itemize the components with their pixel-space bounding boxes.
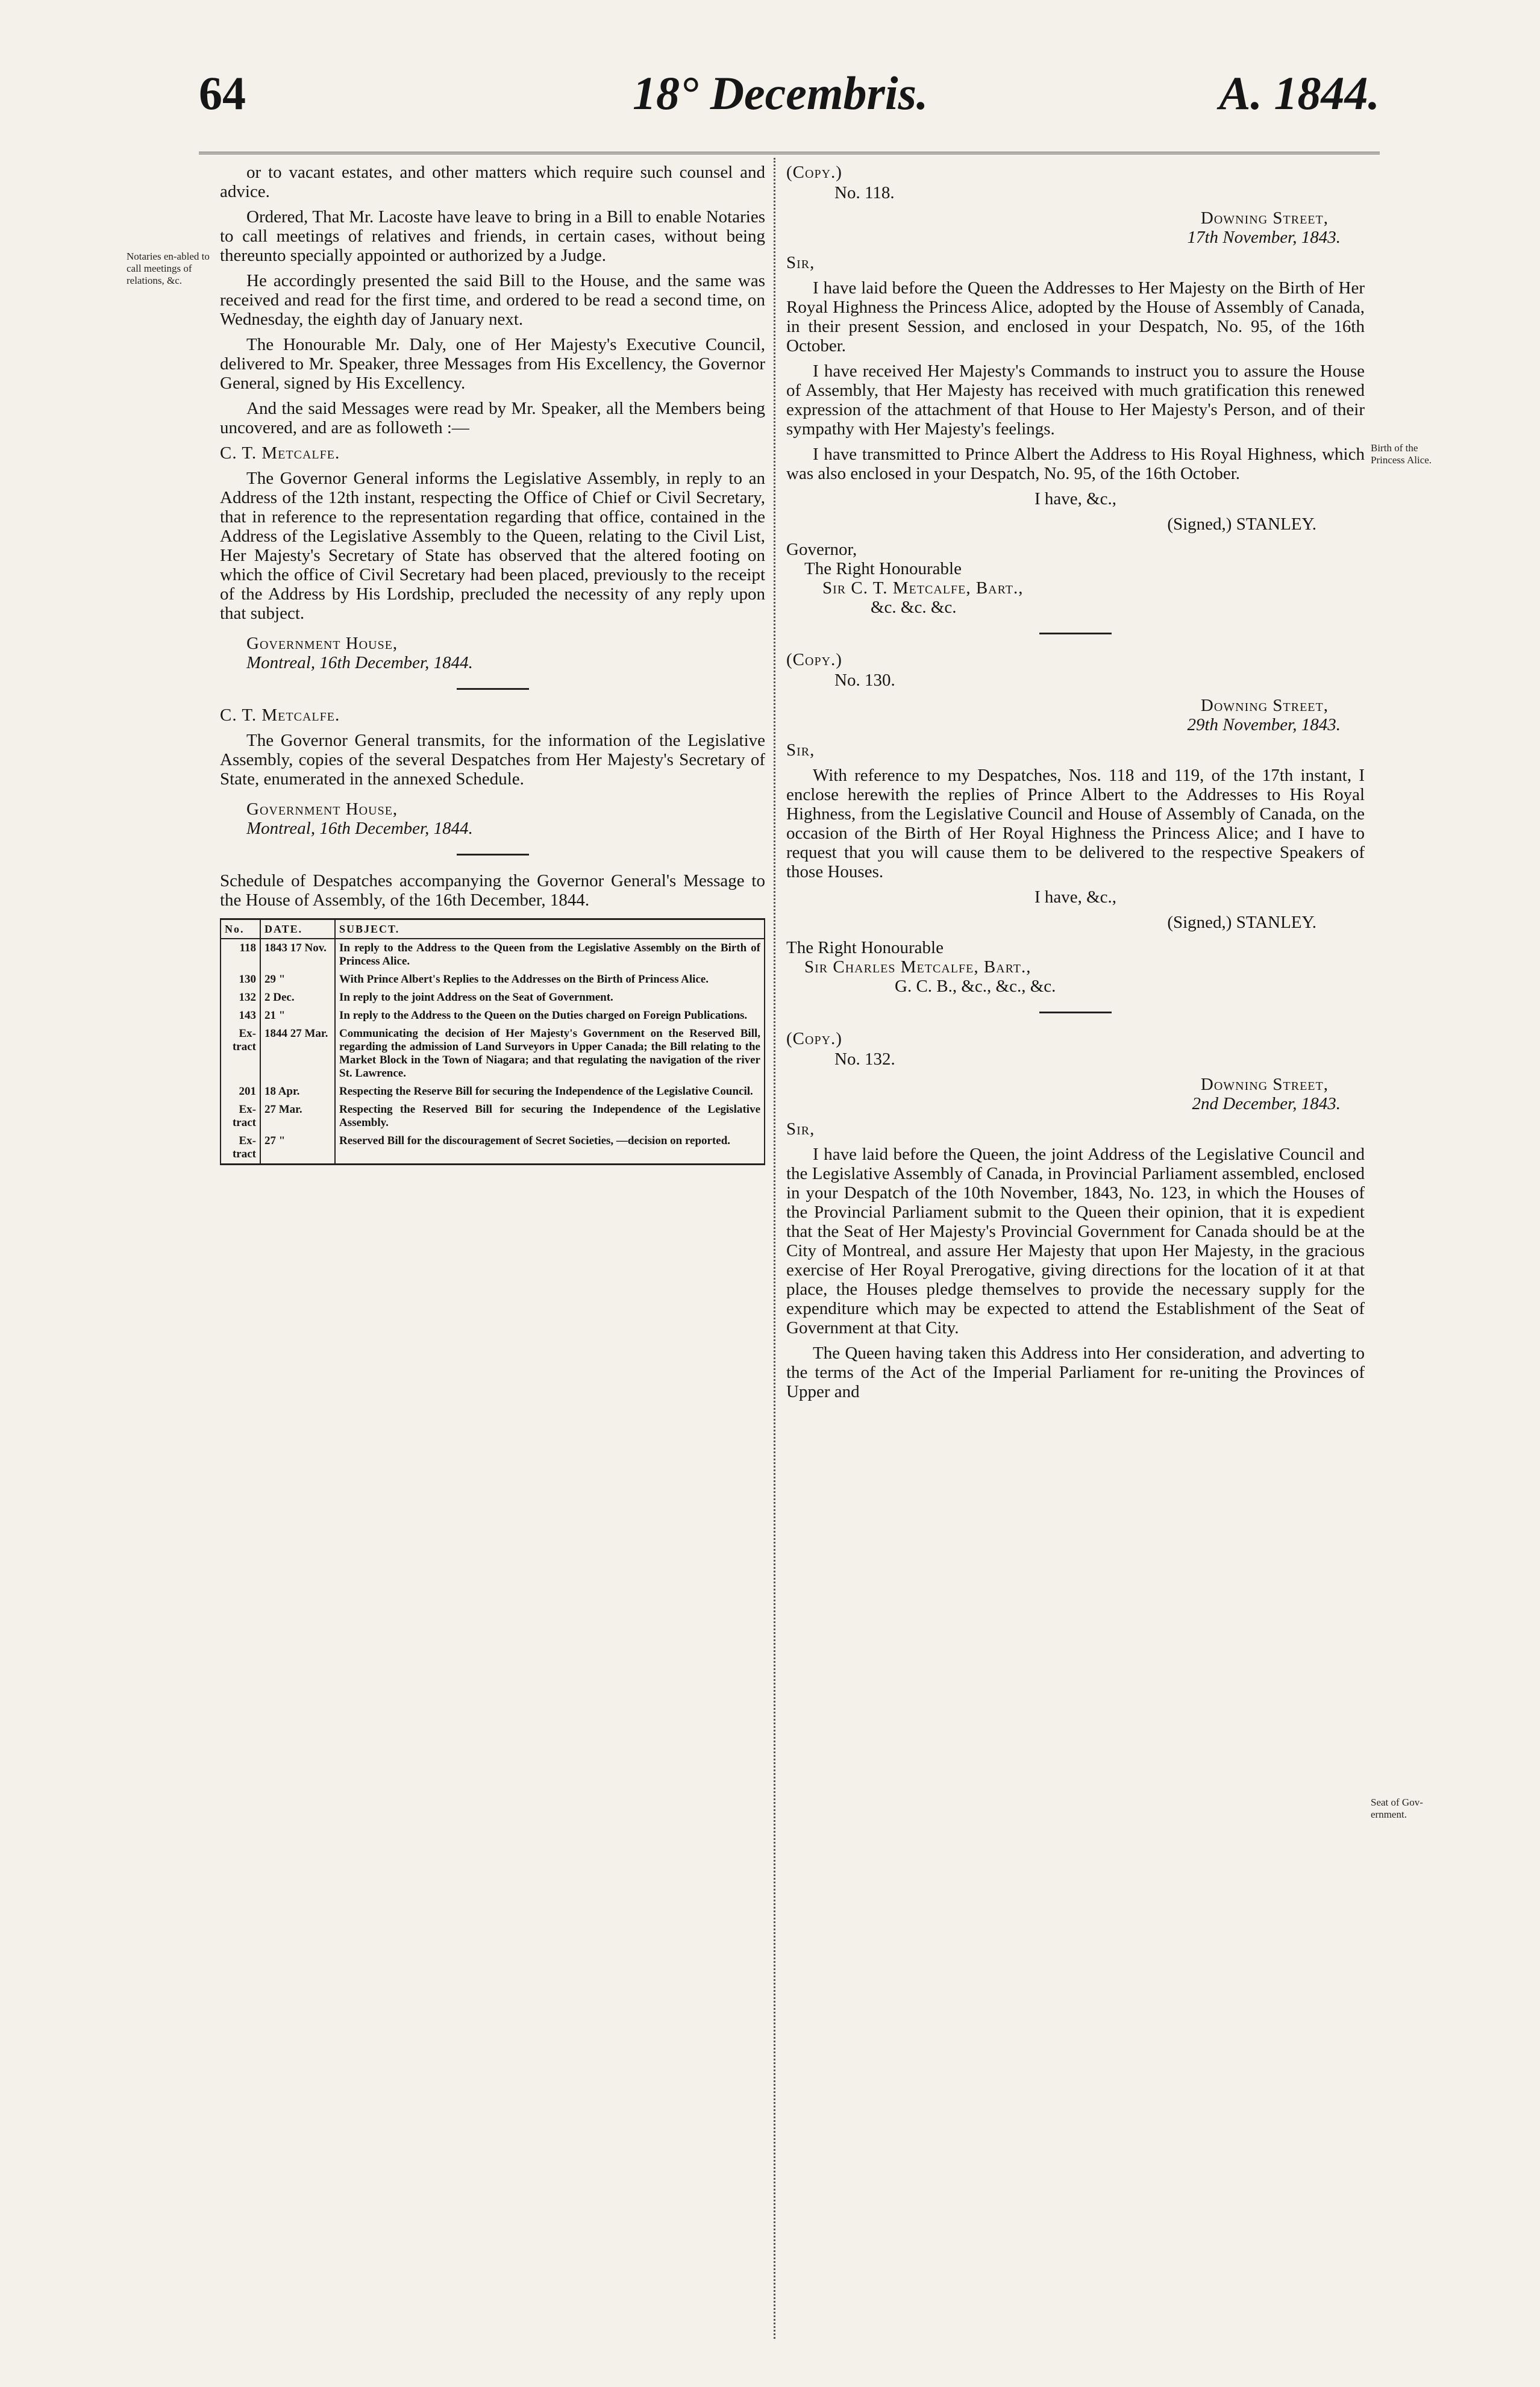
page-date: 18° Decembris. <box>633 67 928 119</box>
table-row <box>221 1025 765 1083</box>
salutation: Sir, <box>786 253 815 272</box>
despatch-paragraph: With reference to my Despatches, Nos. 118 and 119, of the 17th instant, I enclose herewith the replies of Prince Albert to the Addresses to His Royal Highness, from the Legislative Council and House of Assembly of Canada, on the occasion of the Birth of Her Royal Highness the Princess Alice; and I have to request that you will cause them to be delivered to the respective Speakers of those Houses. <box>786 766 1365 881</box>
recipient-line: Sir Charles Metcalfe, Bart., <box>804 957 1031 977</box>
row-no: Ex-tract <box>221 1025 260 1083</box>
row-date: 29 " <box>260 971 335 989</box>
schedule-table <box>220 918 765 1165</box>
page-number: 64 <box>199 67 246 119</box>
table-row <box>221 1007 765 1025</box>
government-house: Government House, <box>246 799 398 819</box>
page-header <box>199 66 1380 133</box>
row-no: 132 <box>221 989 260 1007</box>
despatch-number: No. 130. <box>834 671 895 690</box>
row-subject: Communicating the decision of Her Majesty's Government on the Reserved Bill, regarding the admission of Land Surveyors in Upper Canada; the Bill relating to the Market Block in the Town of Niagara; and that regulating the navigation of the river St. Lawrence. <box>335 1025 765 1083</box>
row-no: 118 <box>221 939 260 971</box>
section-rule <box>1039 1012 1112 1013</box>
despatch-paragraph: I have received Her Majesty's Commands to instruct you to assure the House of Assembly, that Her Majesty has received with much gratification this renewed expression of the attachment of that House to Her Majesty's Person, and of their sympathy with Her Majesty's feelings. <box>786 361 1365 439</box>
despatch-date: 29th November, 1843. <box>1187 715 1341 734</box>
despatch-date: 17th November, 1843. <box>1187 228 1341 247</box>
header-rule <box>199 152 1380 154</box>
table-row <box>221 971 765 989</box>
page-year: A. 1844. <box>1219 67 1380 119</box>
signature: C. T. Metcalfe. <box>220 443 340 463</box>
section-rule <box>457 688 529 690</box>
recipient-line: &c. &c. &c. <box>871 598 957 617</box>
salutation: Sir, <box>786 1119 815 1139</box>
paragraph: The Honourable Mr. Daly, one of Her Majesty's Executive Council, delivered to Mr. Speaker, three Messages from His Excellency, the Governor General, signed by His Excellency. <box>220 335 765 393</box>
recipient-line: Governor, <box>786 540 857 559</box>
row-date: 18 Apr. <box>260 1083 335 1101</box>
despatch-paragraph: The Queen having taken this Address into Her consideration, and adverting to the terms of the Act of the Imperial Parliament for re-uniting the Provinces of Upper and <box>786 1344 1365 1401</box>
row-subject: In reply to the joint Address on the Seat of Government. <box>335 989 765 1007</box>
row-date: 27 Mar. <box>260 1101 335 1132</box>
closing: I have, &c., <box>1034 887 1117 907</box>
recipient-line: Sir C. T. Metcalfe, Bart., <box>822 578 1024 598</box>
row-date: 1843 17 Nov. <box>260 939 335 971</box>
left-column <box>220 163 765 1165</box>
recipient-line: G. C. B., &c., &c., &c. <box>895 977 1056 996</box>
despatch-date: 2nd December, 1843. <box>1192 1094 1341 1113</box>
message-text: The Governor General informs the Legislative Assembly, in reply to an Address of the 12th instant, respecting the Office of Chief or Civil Secretary, that in reference to the representation regarding that office, contained in the Address of the Legislative Assembly to the Queen, relating to the Civil List, Her Majesty's Secretary of State has observed that the altered footing on which the office of Civil Secretary had been placed, previously to the receipt of the Address by His Lordship, precluded the necessity of any reply upon that subject. <box>220 469 765 623</box>
closing: I have, &c., <box>1034 489 1117 508</box>
row-subject: Respecting the Reserve Bill for securing the Independence of the Legislative Council. <box>335 1083 765 1101</box>
row-subject: In reply to the Address to the Queen from the Legislative Assembly on the Birth of Princess Alice. <box>335 939 765 971</box>
row-date: 2 Dec. <box>260 989 335 1007</box>
despatch-address: Downing Street, <box>1200 1075 1329 1094</box>
column-divider <box>774 158 775 2339</box>
despatch-number: No. 132. <box>834 1050 895 1069</box>
row-no: Ex-tract <box>221 1101 260 1132</box>
copy-label: (Copy.) <box>786 163 842 182</box>
row-no: 143 <box>221 1007 260 1025</box>
row-subject: With Prince Albert's Replies to the Addresses on the Birth of Princess Alice. <box>335 971 765 989</box>
row-date: 21 " <box>260 1007 335 1025</box>
order-paragraph: Ordered, That Mr. Lacoste have leave to bring in a Bill to enable Notaries to call meetings of relatives and friends, in certain cases, without being thereunto specially appointed or authorized by a Judge. <box>220 207 765 265</box>
despatch-address: Downing Street, <box>1200 696 1329 715</box>
copy-label: (Copy.) <box>786 650 842 669</box>
table-row <box>221 939 765 971</box>
signed-line: (Signed,) STANLEY. <box>1167 913 1316 932</box>
header-subject: SUBJECT. <box>335 919 765 939</box>
row-date: 1844 27 Mar. <box>260 1025 335 1083</box>
table-row <box>221 1101 765 1132</box>
government-house-date: Montreal, 16th December, 1844. <box>246 653 473 672</box>
government-house: Government House, <box>246 634 398 653</box>
table-row <box>221 989 765 1007</box>
paragraph: He accordingly presented the said Bill to the House, and the same was received and read for the first time, and ordered to be read a second time, on Wednesday, the eighth day of January next. <box>220 271 765 329</box>
row-no: 130 <box>221 971 260 989</box>
header-date: DATE. <box>260 919 335 939</box>
despatch-paragraph: I have laid before the Queen, the joint Address of the Legislative Council and the Legislative Assembly of Canada, in Provincial Parliament assembled, enclosed in your Despatch of the 10th November, 1843, No. 123, in which the Houses of the Provincial Parliament submit to the Queen their opinion, that it is expedient that the Seat of Her Majesty's Provincial Government for Canada should be at the City of Montreal, and assure Her Majesty that upon Her Majesty, in the gracious exercise of Her Royal Prerogative, giving directions for the location of it at that place, the Houses pledge themselves to provide the necessary supply for the expenditure which may be expected to attend the Establishment of the Seat of Government at that City. <box>786 1145 1365 1337</box>
row-no: Ex-tract <box>221 1132 260 1165</box>
section-rule <box>1039 633 1112 634</box>
section-rule <box>457 854 529 856</box>
table-row <box>221 1083 765 1101</box>
row-subject: In reply to the Address to the Queen on the Duties charged on Foreign Publications. <box>335 1007 765 1025</box>
right-column <box>786 163 1365 1407</box>
government-house-date: Montreal, 16th December, 1844. <box>246 819 473 838</box>
row-subject: Respecting the Reserved Bill for securing the Independence of the Legislative Assembly. <box>335 1101 765 1132</box>
table-row <box>221 1132 765 1165</box>
table-header-row <box>221 919 765 939</box>
recipient-line: The Right Honourable <box>804 559 962 578</box>
despatch-number: No. 118. <box>834 183 895 202</box>
paragraph: And the said Messages were read by Mr. Speaker, all the Members being uncovered, and are as followeth :— <box>220 399 765 437</box>
margin-note-seat: Seat of Gov-ernment. <box>1371 1797 1423 1820</box>
header-no: No. <box>221 919 260 939</box>
signed-line: (Signed,) STANLEY. <box>1167 515 1316 534</box>
message-text: The Governor General transmits, for the information of the Legislative Assembly, copies of the several Despatches from Her Majesty's Secretary of State, enumerated in the annexed Schedule. <box>220 731 765 789</box>
despatch-paragraph: I have transmitted to Prince Albert the Address to His Royal Highness, which was also enclosed in your Despatch, No. 95, of the 16th October. <box>786 445 1365 483</box>
paragraph: or to vacant estates, and other matters which require such counsel and advice. <box>220 163 765 201</box>
row-date: 27 " <box>260 1132 335 1165</box>
row-subject: Reserved Bill for the discouragement of Secret Societies, —decision on reported. <box>335 1132 765 1165</box>
margin-note-birth: Birth of the Princess Alice. <box>1371 442 1432 466</box>
signature: C. T. Metcalfe. <box>220 705 340 725</box>
margin-note-notaries: Notaries en-abled to call meetings of relations, &c. <box>127 251 210 286</box>
row-no: 201 <box>221 1083 260 1101</box>
copy-label: (Copy.) <box>786 1029 842 1048</box>
salutation: Sir, <box>786 740 815 760</box>
despatch-paragraph: I have laid before the Queen the Addresses to Her Majesty on the Birth of Her Royal Highness the Princess Alice, adopted by the House of Assembly of Canada, in their present Session, and enclosed in your Despatch, No. 95, of the 16th October. <box>786 278 1365 355</box>
despatch-address: Downing Street, <box>1200 208 1329 228</box>
schedule-intro: Schedule of Despatches accompanying the Governor General's Message to the House of Assembly, of the 16th December, 1844. <box>220 871 765 910</box>
recipient-line: The Right Honourable <box>786 938 944 957</box>
